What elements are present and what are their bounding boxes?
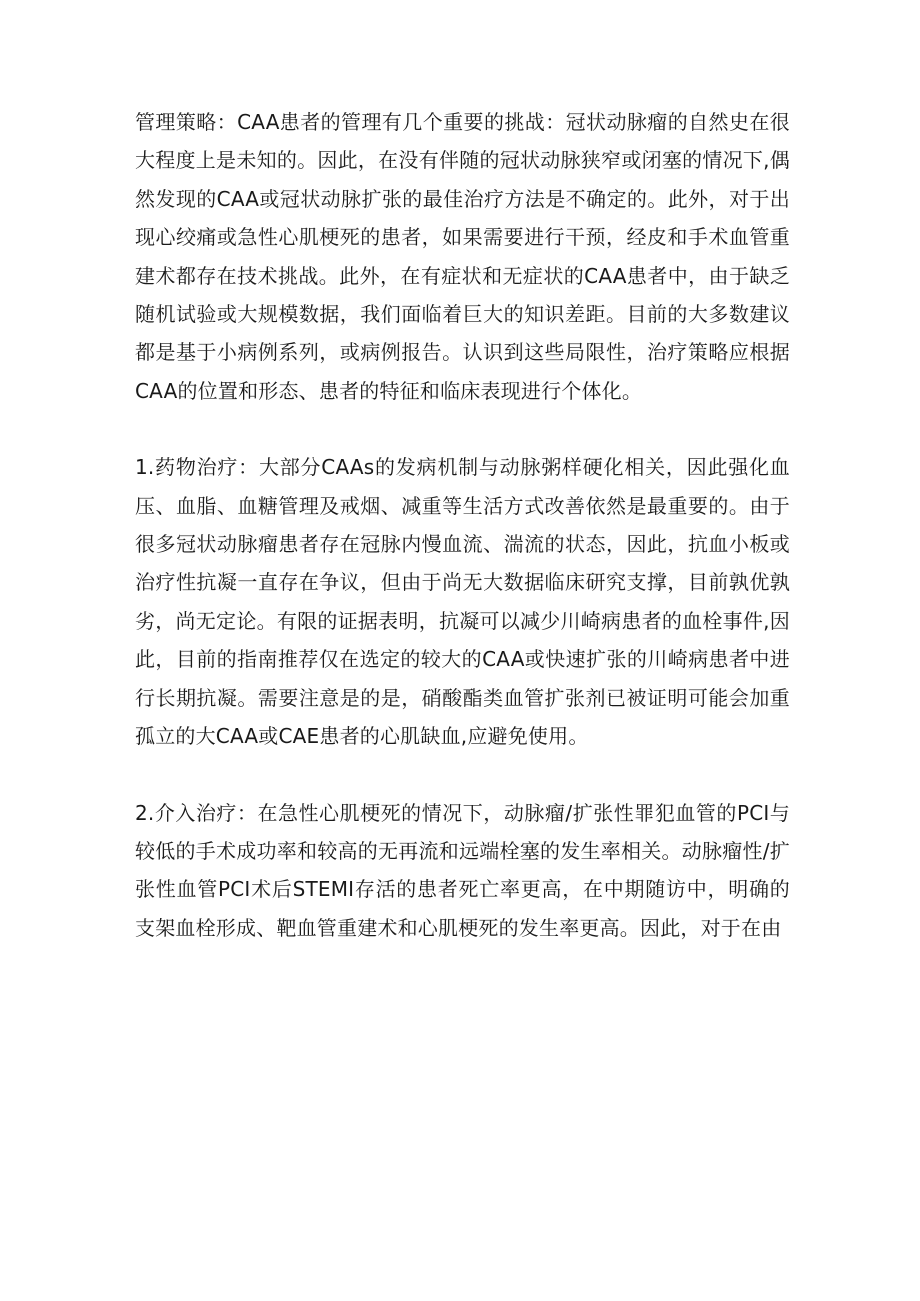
paragraph-gap	[135, 756, 790, 794]
document-page	[135, 103, 790, 947]
paragraph-drug-therapy: 1.药物治疗：大部分CAAs的发病机制与动脉粥样硬化相关，因此强化血压、血脂、血糖管理及戒烟、减重等生活方式改善依然是最重要的。由于很多冠状动脉瘤患者存在冠脉内慢血流、湍流的状态，因此，抗血小板或治疗性抗凝一直存在争议，但由于尚无大数据临床研究支撑，目前孰优孰劣，尚无定论。有限的证据表明，抗凝可以减少川崎病患者的血栓事件,因此，目前的指南推荐仅在选定的较大的CAA或快速扩张的川崎病患者中进行长期抗凝。需要注意是的是，硝酸酯类血管扩张剂已被证明可能会加重孤立的大CAA或CAE患者的心肌缺血,应避免使用。	[135, 455, 790, 749]
paragraph-management-strategy: 管理策略：CAA患者的管理有几个重要的挑战：冠状动脉瘤的自然史在很大程度上是未知的。因此，在没有伴随的冠状动脉狭窄或闭塞的情况下,偶然发现的CAA或冠状动脉扩张的最佳治疗方法是不确定的。此外，对于出现心绞痛或急性心肌梗死的患者，如果需要进行干预，经皮和手术血管重建术都存在技术挑战。此外，在有症状和无症状的CAA患者中，由于缺乏随机试验或大规模数据，我们面临着巨大的知识差距。目前的大多数建议都是基于小病例系列，或病例报告。认识到这些局限性，治疗策略应根据CAA的位置和形态、患者的特征和临床表现进行个体化。	[135, 110, 790, 403]
paragraph-gap	[135, 410, 790, 448]
paragraph-interventional-therapy: 2.介入治疗：在急性心肌梗死的情况下，动脉瘤/扩张性罪犯血管的PCI与较低的手术成功率和较高的无再流和远端栓塞的发生率相关。动脉瘤性/扩张性血管PCI术后STEMI存活的患者死亡率更高，在中期随访中，明确的支架血栓形成、靶血管重建术和心肌梗死的发生率更高。因此，对于在由	[135, 800, 790, 940]
